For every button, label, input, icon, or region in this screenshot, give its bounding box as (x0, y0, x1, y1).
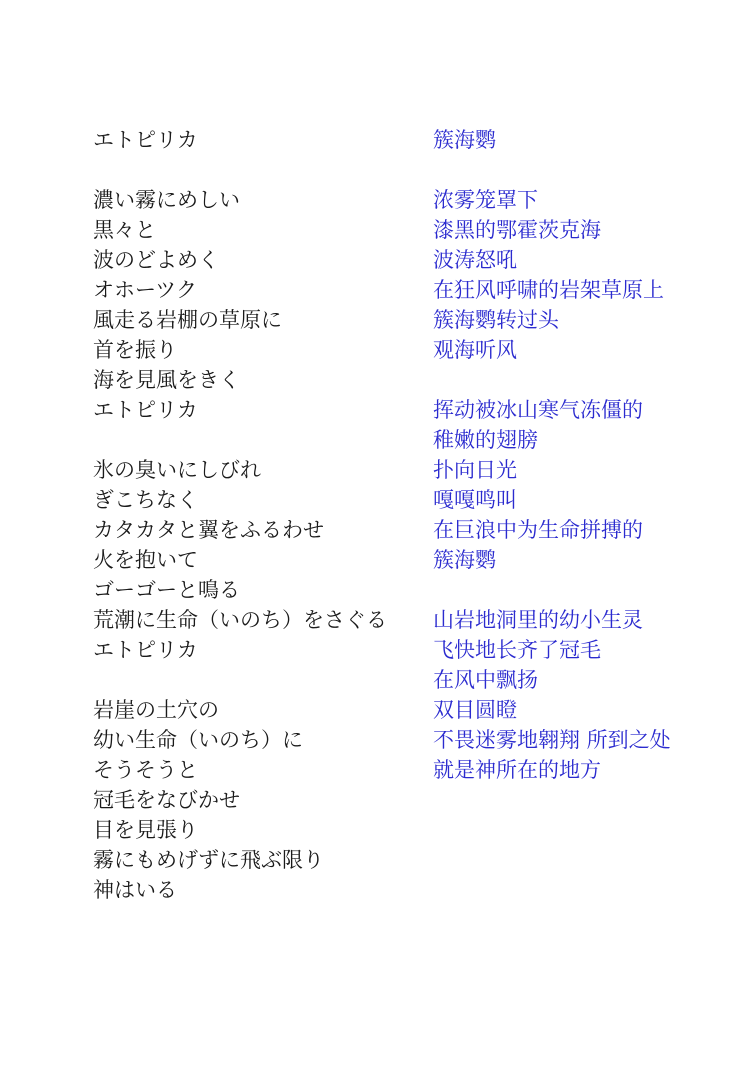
japanese-line: 神はいる (93, 878, 177, 902)
japanese-line (93, 665, 423, 695)
chinese-line: 波涛怒吼 (433, 248, 517, 272)
chinese-line: 漆黑的鄂霍茨克海 (433, 218, 601, 242)
japanese-line: カタカタと翼をふるわせ (93, 518, 324, 542)
japanese-line: 荒潮に生命（いのち）をさぐる (93, 608, 387, 632)
japanese-line: 冠毛をなびかせ (93, 788, 240, 812)
chinese-translation-column (433, 125, 733, 785)
chinese-line: 双目圆瞪 (433, 698, 517, 722)
chinese-line: 在狂风呼啸的岩架草原上 (433, 278, 664, 302)
chinese-line: 飞快地长齐了冠毛 (433, 638, 601, 662)
japanese-line: オホーツク (93, 278, 197, 302)
chinese-line: 在风中飘扬 (433, 668, 538, 692)
japanese-line: エトピリカ (93, 398, 198, 422)
japanese-line: 霧にもめげずに飛ぶ限り (93, 848, 324, 872)
japanese-line (93, 155, 423, 185)
chinese-line: 在巨浪中为生命拼搏的 (433, 518, 643, 542)
japanese-line: 目を見張り (93, 818, 198, 842)
japanese-line: 海を見風をきく (93, 368, 240, 392)
chinese-line: 簇海鹦 (433, 128, 496, 152)
japanese-line: 首を振り (93, 338, 177, 362)
japanese-line: 氷の臭いにしびれ (93, 458, 261, 482)
japanese-line: エトピリカ (93, 638, 198, 662)
japanese-line (93, 425, 423, 455)
japanese-line: 波のどよめく (93, 248, 219, 272)
chinese-line: 不畏迷雾地翱翔 所到之处 (433, 728, 671, 752)
chinese-line: 簇海鹦转过头 (433, 308, 559, 332)
chinese-line: 稚嫩的翅膀 (433, 428, 538, 452)
japanese-line: そうそうと (93, 758, 198, 782)
chinese-line (433, 575, 733, 605)
chinese-line: 观海听风 (433, 338, 517, 362)
japanese-line: 風走る岩棚の草原に (93, 308, 282, 332)
japanese-line: エトピリカ (93, 128, 198, 152)
chinese-line (433, 365, 733, 395)
chinese-line: 簇海鹦 (433, 548, 496, 572)
japanese-line: 黒々と (93, 218, 156, 242)
chinese-line: 就是神所在的地方 (433, 758, 601, 782)
chinese-line: 嘎嘎鸣叫 (433, 488, 517, 512)
chinese-line: 山岩地洞里的幼小生灵 (433, 608, 643, 632)
chinese-line (433, 155, 733, 185)
japanese-line: ぎこちなく (93, 488, 198, 512)
japanese-line: 濃い霧にめしい (93, 188, 240, 212)
japanese-line: 岩崖の土穴の (93, 698, 219, 722)
japanese-line: 幼い生命（いのち）に (93, 728, 303, 752)
japanese-poem-column (93, 125, 423, 905)
chinese-line: 扑向日光 (433, 458, 517, 482)
chinese-line: 挥动被冰山寒气冻僵的 (433, 398, 643, 422)
japanese-line: ゴーゴーと鳴る (93, 578, 240, 602)
chinese-line: 浓雾笼罩下 (433, 188, 538, 212)
japanese-line: 火を抱いて (93, 548, 198, 572)
